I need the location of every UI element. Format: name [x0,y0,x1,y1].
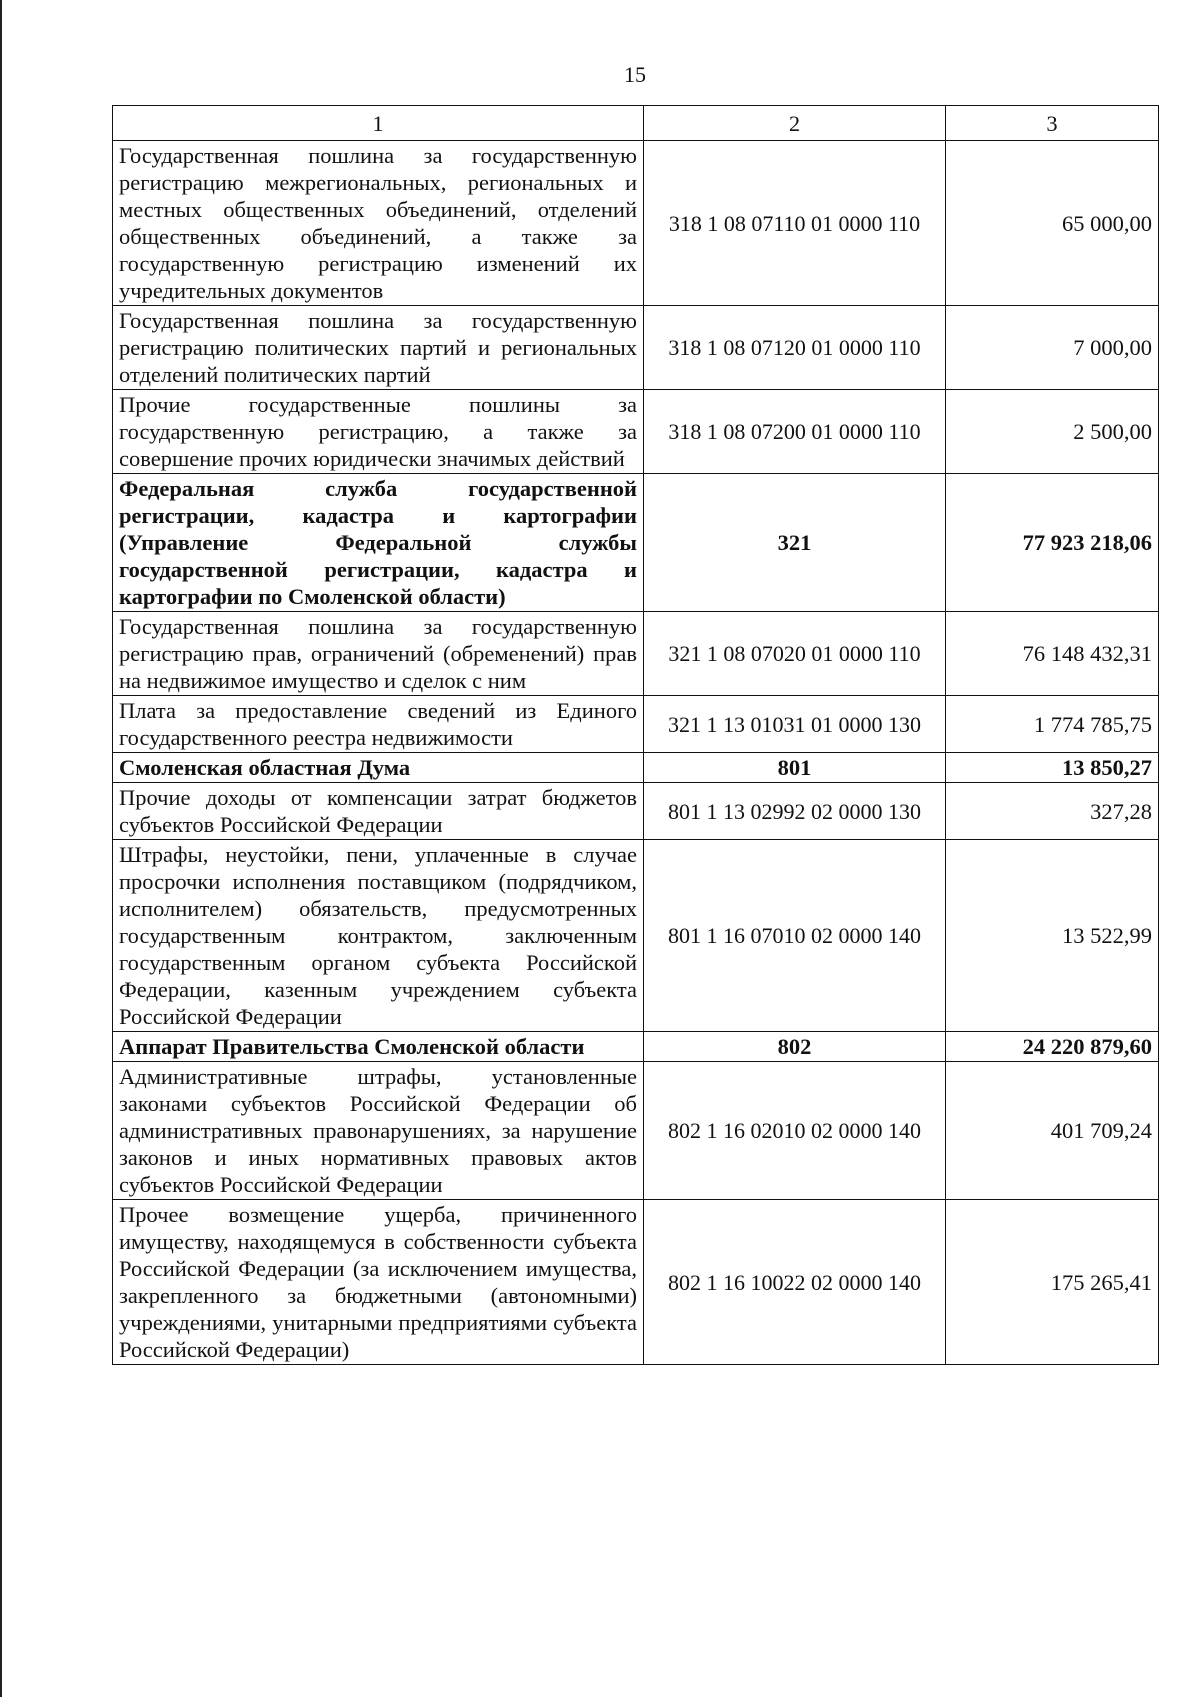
table-row [113,1062,1159,1200]
revenue-code: 802 1 16 10022 02 0000 140 [644,1200,946,1365]
revenue-amount: 65 000,00 [946,141,1159,306]
revenue-table [112,105,1159,1365]
administrator-name: Смоленская областная Дума [113,753,644,783]
administrator-code: 801 [644,753,946,783]
column-header-1: 1 [113,106,644,141]
revenue-code: 318 1 08 07200 01 0000 110 [644,390,946,474]
revenue-code: 321 1 08 07020 01 0000 110 [644,612,946,696]
revenue-amount: 1 774 785,75 [946,696,1159,753]
revenue-name: Государственная пошлина за государственную регистрацию межрегиональных, региональных и местных общественных объединений, отделений общественных объединений, а также за государственную регистрацию изменений их учредительных документов [113,141,644,306]
table-row-administrator [113,474,1159,612]
revenue-name: Прочие доходы от компенсации затрат бюджетов субъектов Российской Федерации [113,783,644,840]
revenue-name: Прочие государственные пошлины за государственную регистрацию, а также за совершение прочих юридически значимых действий [113,390,644,474]
revenue-code: 802 1 16 02010 02 0000 140 [644,1062,946,1200]
table-row [113,696,1159,753]
revenue-code: 321 1 13 01031 01 0000 130 [644,696,946,753]
revenue-code: 318 1 08 07110 01 0000 110 [644,141,946,306]
revenue-code: 801 1 13 02992 02 0000 130 [644,783,946,840]
revenue-name: Государственная пошлина за государственную регистрацию политических партий и региональных отделений политических партий [113,306,644,390]
revenue-amount: 7 000,00 [946,306,1159,390]
administrator-name: Аппарат Правительства Смоленской области [113,1032,644,1062]
table-row [113,141,1159,306]
column-header-3: 3 [946,106,1159,141]
administrator-total: 77 923 218,06 [946,474,1159,612]
column-header-2: 2 [644,106,946,141]
table-row [113,612,1159,696]
table-row [113,1200,1159,1365]
revenue-amount: 13 522,99 [946,840,1159,1032]
table-row-administrator [113,753,1159,783]
revenue-name: Плата за предоставление сведений из Единого государственного реестра недвижимости [113,696,644,753]
revenue-amount: 175 265,41 [946,1200,1159,1365]
revenue-name: Государственная пошлина за государственную регистрацию прав, ограничений (обременений) прав на недвижимое имущество и сделок с ним [113,612,644,696]
administrator-name: Федеральная служба государственной регистрации, кадастра и картографии (Управление Федеральной службы государственной регистрации, кадастра и картографии по Смоленской области) [113,474,644,612]
revenue-amount: 401 709,24 [946,1062,1159,1200]
administrator-total: 24 220 879,60 [946,1032,1159,1062]
revenue-amount: 327,28 [946,783,1159,840]
administrator-code: 321 [644,474,946,612]
administrator-total: 13 850,27 [946,753,1159,783]
revenue-amount: 2 500,00 [946,390,1159,474]
revenue-name: Прочее возмещение ущерба, причиненного имуществу, находящемуся в собственности субъекта Российской Федерации (за исключением имущества, закрепленного за бюджетными (автономными) учреждениями, унитарными предприятиями субъекта Российской Федерации) [113,1200,644,1365]
administrator-code: 802 [644,1032,946,1062]
revenue-name: Административные штрафы, установленные законами субъектов Российской Федерации об административных правонарушениях, за нарушение законов и иных нормативных правовых актов субъектов Российской Федерации [113,1062,644,1200]
header-row [113,106,1159,141]
table-row [113,306,1159,390]
table-row [113,390,1159,474]
table-row [113,783,1159,840]
page-number: 15 [624,62,646,87]
table-row-administrator [113,1032,1159,1062]
table-row [113,840,1159,1032]
revenue-code: 318 1 08 07120 01 0000 110 [644,306,946,390]
revenue-code: 801 1 16 07010 02 0000 140 [644,840,946,1032]
scan-edge [0,0,2,1697]
revenue-amount: 76 148 432,31 [946,612,1159,696]
revenue-name: Штрафы, неустойки, пени, уплаченные в случае просрочки исполнения поставщиком (подрядчиком, исполнителем) обязательств, предусмотренных государственным контрактом, заключенным государственным органом субъекта Российской Федерации, казенным учреждением субъекта Российской Федерации [113,840,644,1032]
